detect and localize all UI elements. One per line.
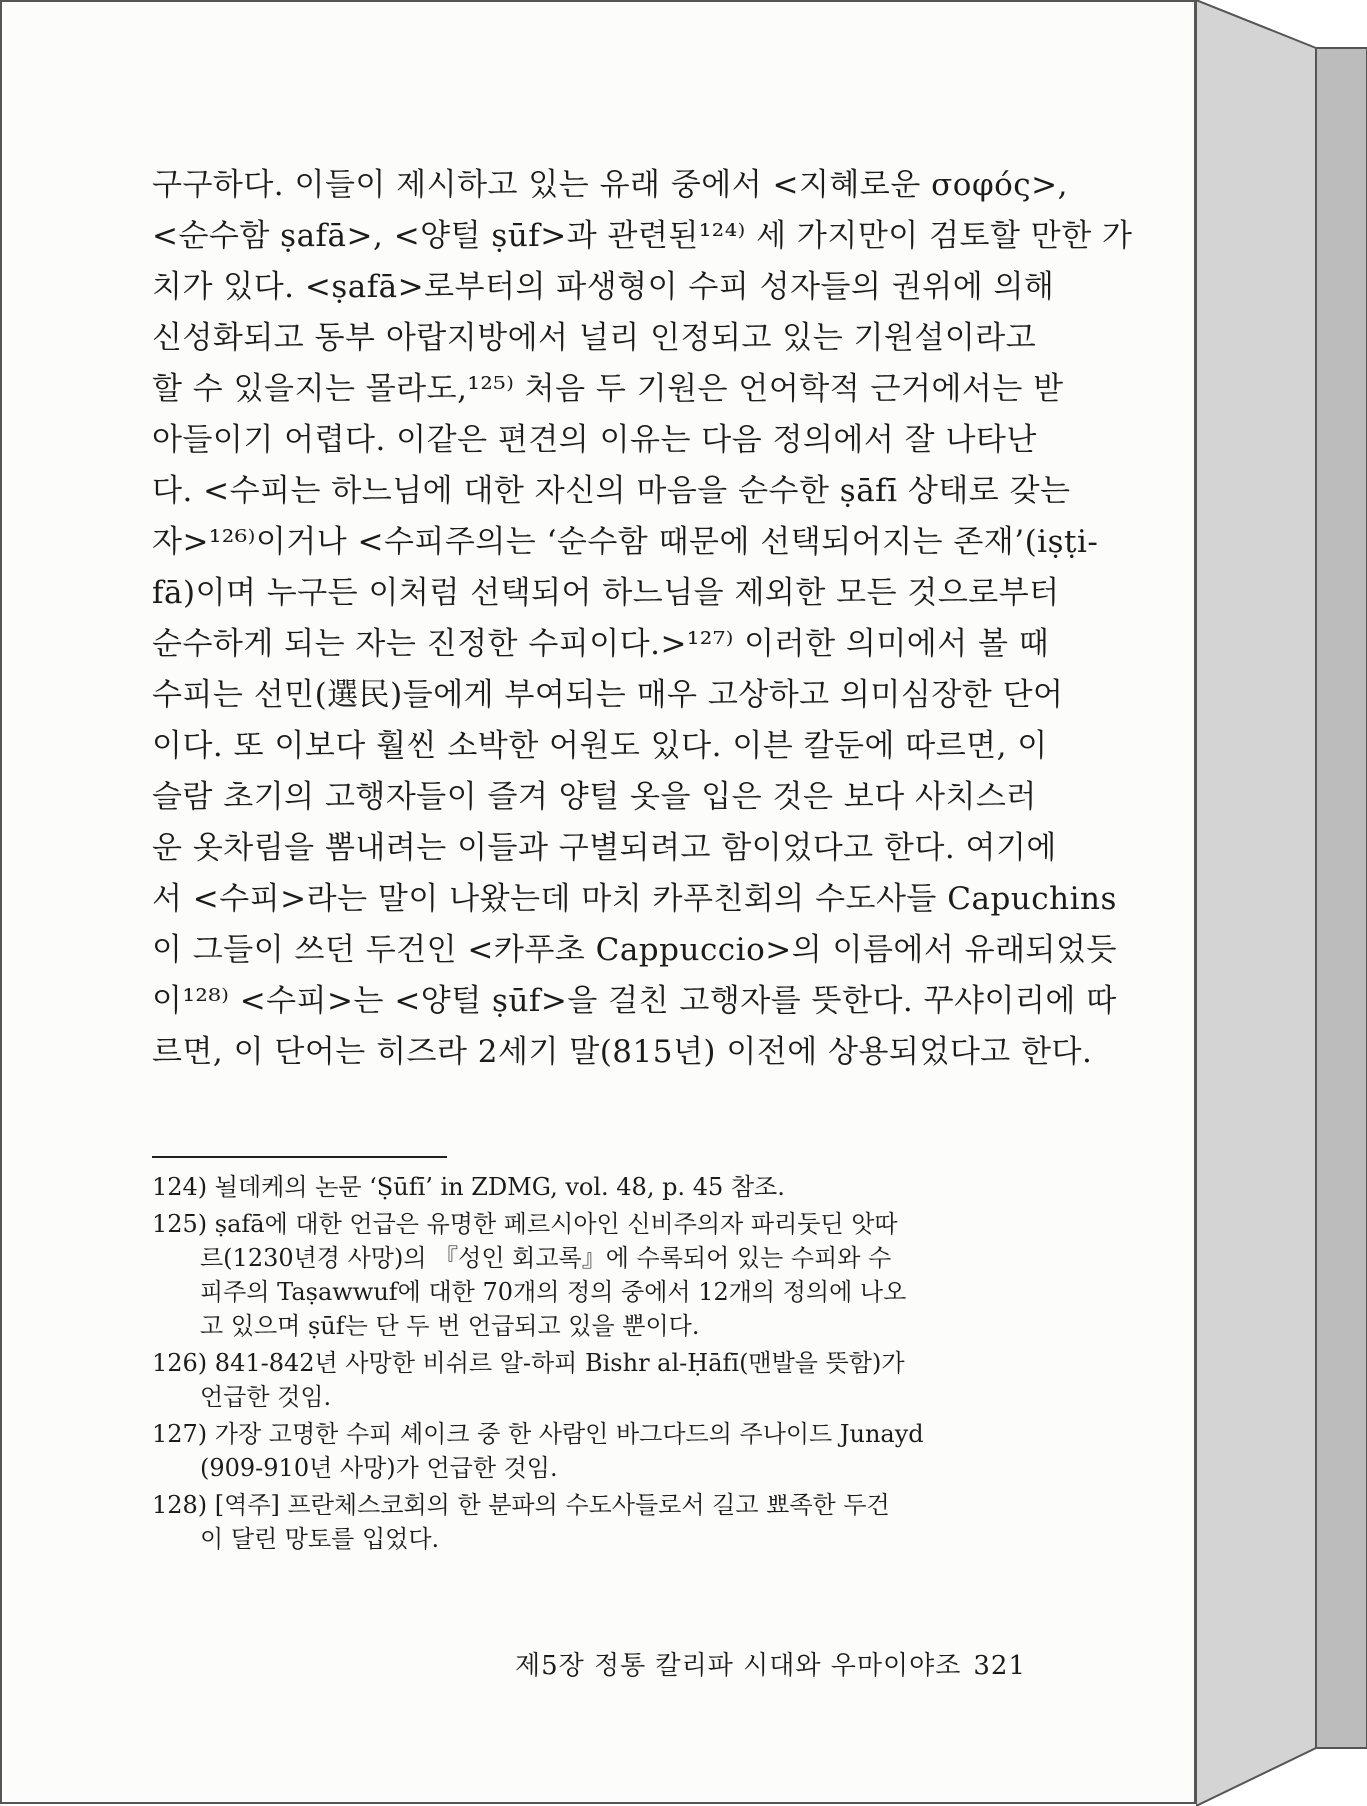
running-footer [515, 1645, 1026, 1682]
body-line: 구구하다. 이들이 제시하고 있는 유래 중에서 <지혜로운 σοφός>, [152, 167, 1069, 203]
footnote-line: 르(1230년경 사망)의 『성인 회고록』에 수록되어 있는 수피와 수 [200, 1244, 892, 1272]
body-line: 할 수 있을지는 몰라도,¹²⁵⁾ 처음 두 기원은 언어학적 근거에서는 받 [152, 371, 1064, 407]
body-line: 이¹²⁸⁾ <수피>는 <양털 ṣūf>을 걸친 고행자를 뜻한다. 꾸샤이리에 따 [152, 983, 1117, 1019]
footnote-127 [152, 1417, 1030, 1485]
footnote-line: (909-910년 사망)가 언급한 것임. [200, 1454, 558, 1482]
body-line: 이 그들이 쓰던 두건인 <카푸초 Cappuccio>의 이름에서 유래되었듯 [152, 932, 1117, 968]
footnote-125 [152, 1207, 1030, 1343]
body-line: 자>¹²⁶⁾이거나 <수피주의는 ‘순수함 때문에 선택되어지는 존재’(iṣṭi- [152, 524, 1099, 560]
body-text [152, 160, 1133, 1078]
body-line: 서 <수피>라는 말이 나왔는데 마치 카푸친회의 수도사들 Capuchins [152, 881, 1117, 917]
body-line: 이다. 또 이보다 훨씬 소박한 어원도 있다. 이븐 칼둔에 따르면, 이 [152, 728, 1048, 764]
footnote-line: 이 달린 망토를 입었다. [200, 1525, 440, 1553]
body-line: 슬람 초기의 고행자들이 즐겨 양털 옷을 입은 것은 보다 사치스러 [152, 779, 1037, 815]
footnote-128 [152, 1488, 1030, 1556]
body-line: 다. <수피는 하느님에 대한 자신의 마음을 순수한 ṣāfī 상태로 갖는 [152, 473, 1071, 509]
footnote-line: 128) [역주] 프란체스코회의 한 분파의 수도사들로서 길고 뾰족한 두건 [152, 1491, 890, 1519]
body-line: 순수하게 되는 자는 진정한 수피이다.>¹²⁷⁾ 이러한 의미에서 볼 때 [152, 626, 1050, 662]
footnote-line: 피주의 Taṣawwuf에 대한 70개의 정의 중에서 12개의 정의에 나오 [200, 1278, 907, 1306]
footnote-126 [152, 1346, 1030, 1414]
footnote-line: 127) 가장 고명한 수피 셰이크 중 한 사람인 바그다드의 주나이드 Junayd [152, 1420, 924, 1448]
body-line: 운 옷차림을 뽐내려는 이들과 구별되려고 함이었다고 한다. 여기에 [152, 830, 1057, 866]
body-line: 치가 있다. <ṣafā>로부터의 파생형이 수피 성자들의 권위에 의해 [152, 269, 1055, 305]
chapter-title: 제5장 정통 칼리파 시대와 우마이야조 [515, 1651, 962, 1681]
body-line: <순수함 ṣafā>, <양털 ṣūf>과 관련된¹²⁴⁾ 세 가지만이 검토할 만한 가 [152, 218, 1133, 254]
body-line: 신성화되고 동부 아랍지방에서 널리 인정되고 있는 기원설이라고 [152, 320, 1037, 356]
footnotes [152, 1170, 1030, 1559]
footnote-line: 124) 뇔데케의 논문 ‘Ṣūfī’ in ZDMG, vol. 48, p. 45 참조. [152, 1173, 785, 1201]
footnote-124 [152, 1170, 1030, 1204]
footnote-line: 125) ṣafā에 대한 언급은 유명한 페르시아인 신비주의자 파리둣딘 앗따 [152, 1210, 898, 1238]
footnote-divider [152, 1156, 447, 1158]
body-line: fā)이며 누구든 이처럼 선택되어 하느님을 제외한 모든 것으로부터 [152, 575, 1060, 611]
body-line: 아들이기 어렵다. 이같은 편견의 이유는 다음 정의에서 잘 나타난 [152, 422, 1037, 458]
page-number: 321 [973, 1651, 1026, 1681]
footnote-line: 126) 841-842년 사망한 비쉬르 알-하피 Bishr al-Ḥāfī(맨발을 뜻함)가 [152, 1349, 905, 1377]
footnote-line: 언급한 것임. [200, 1383, 332, 1411]
book-edge [1196, 0, 1367, 1806]
body-line: 르면, 이 단어는 히즈라 2세기 말(815년) 이전에 상용되었다고 한다. [152, 1034, 1093, 1070]
body-line: 수피는 선민(選民)들에게 부여되는 매우 고상하고 의미심장한 단어 [152, 677, 1064, 713]
footnote-line: 고 있으며 ṣūf는 단 두 번 언급되고 있을 뿐이다. [200, 1312, 700, 1340]
